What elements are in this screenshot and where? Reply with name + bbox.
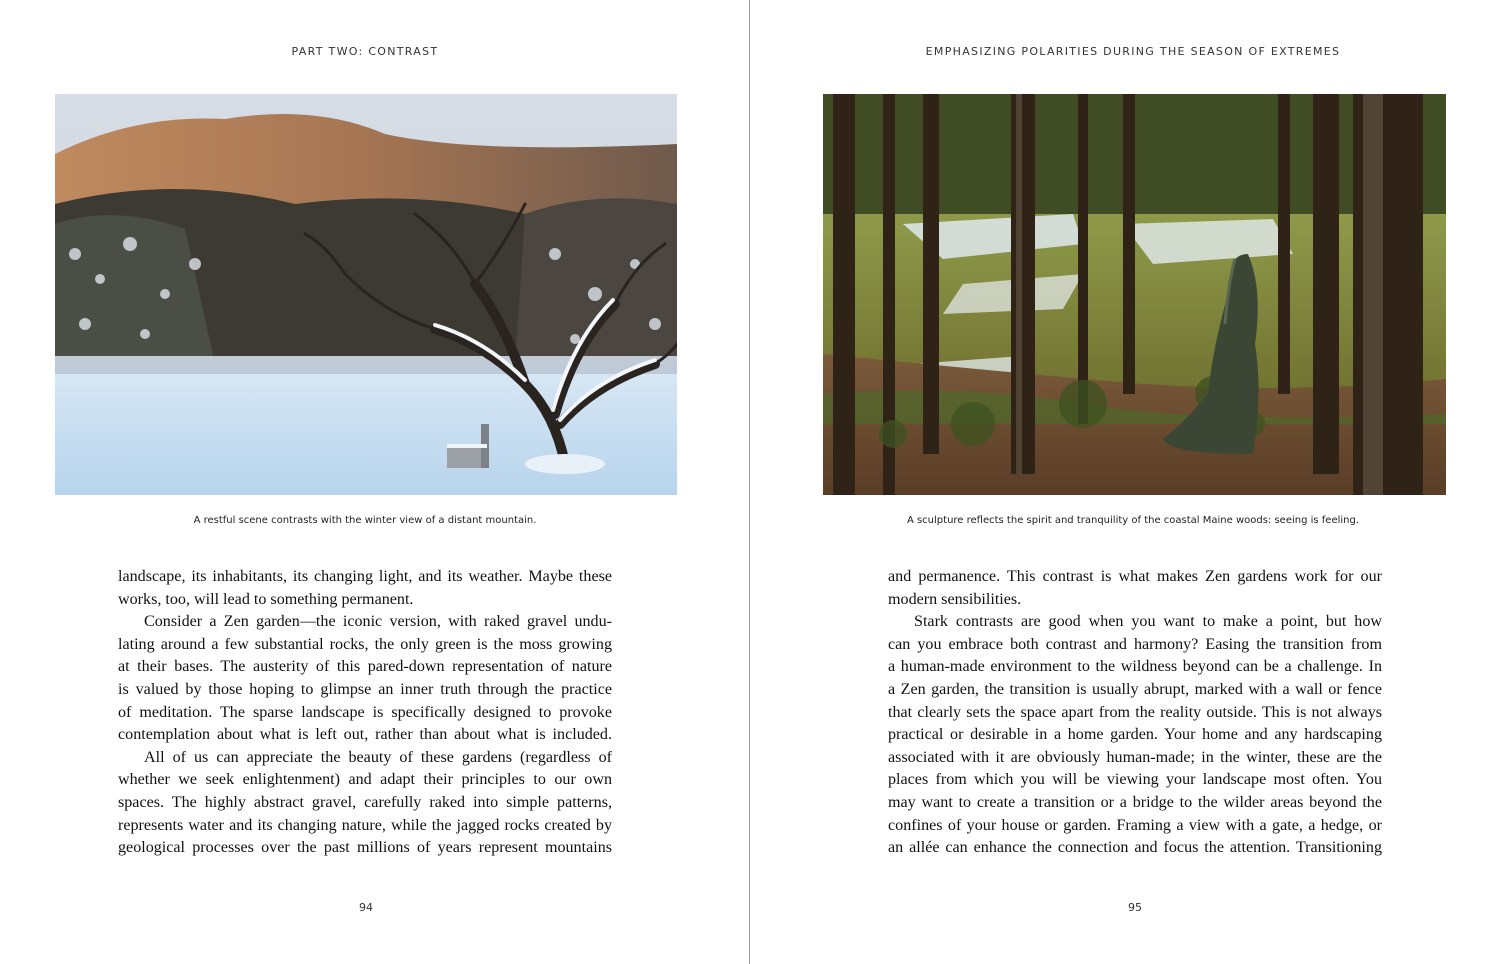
text-line: works, too, will lead to something permanent. <box>118 590 414 608</box>
forest-sculpture-photo <box>823 94 1446 495</box>
text-line: places from which you will be viewing your landscape most often. You <box>888 771 1382 789</box>
right-page-number: 95 <box>1128 901 1142 914</box>
left-page-number: 94 <box>359 901 373 914</box>
text-line: a Zen garden, the transition is usually abrupt, marked with a wall or fence <box>888 680 1382 698</box>
text-line: confines of your house or garden. Framing a view with a gate, a hedge, or <box>888 816 1382 834</box>
text-line: landscape, its inhabitants, its changing light, and its weather. Maybe these <box>118 568 612 585</box>
right-caption: A sculpture reflects the spirit and tranquility of the coastal Maine woods: seeing is feeling. <box>906 515 1360 526</box>
text-line: modern sensibilities. <box>888 590 1022 608</box>
right-body-text <box>888 566 1382 860</box>
text-line: geological processes over the past millions of years represent mountains <box>118 839 612 857</box>
text-line: and permanence. This contrast is what makes Zen gardens work for our <box>888 568 1382 585</box>
right-running-head: EMPHASIZING POLARITIES DURING THE SEASON OF EXTREMES <box>925 45 1341 58</box>
right-page <box>750 0 1500 964</box>
text-line: may want to create a transition or a bridge to the wilder areas beyond the <box>888 793 1382 811</box>
text-line: spaces. The highly abstract gravel, carefully raked into simple patterns, <box>118 793 612 811</box>
text-line: All of us can appreciate the beauty of these gardens (regardless of <box>144 748 612 766</box>
text-line: that clearly sets the space apart from the reality outside. This is not always <box>888 703 1382 721</box>
text-line: can you embrace both contrast and harmony? Easing the transition from <box>888 635 1382 653</box>
text-line: an allée can enhance the connection and focus the attention. Transitioning <box>888 839 1382 857</box>
text-line: Stark contrasts are good when you want to make a point, but how <box>914 613 1382 631</box>
left-caption: A restful scene contrasts with the winter view of a distant mountain. <box>193 515 537 526</box>
text-line: practical or desirable in a home garden. Your home and any hardscaping <box>888 726 1382 744</box>
text-line: a human-made environment to the wildness beyond can be a challenge. In <box>888 658 1382 676</box>
left-running-head: PART TWO: CONTRAST <box>291 45 439 58</box>
text-line: lating around a few substantial rocks, the only green is the moss growing <box>118 635 612 653</box>
left-page <box>0 0 749 964</box>
text-line: represents water and its changing nature, while the jagged rocks created by <box>118 816 612 834</box>
text-line: contemplation about what is left out, rather than about what is included. <box>118 726 612 744</box>
text-line: at their bases. The austerity of this pared-down representation of nature <box>118 658 612 676</box>
text-line: associated with it are obviously human-made; in the winter, these are the <box>888 748 1382 766</box>
text-line: is valued by those hoping to glimpse an inner truth through the practice <box>118 680 612 698</box>
left-body-text <box>118 566 612 860</box>
winter-tree-photo <box>55 94 677 495</box>
text-line: whether we seek enlightenment) and adapt their principles to our own <box>118 771 612 789</box>
text-line: Consider a Zen garden—the iconic version, with raked gravel undu- <box>144 613 612 631</box>
text-line: of meditation. The sparse landscape is specifically designed to provoke <box>118 703 612 721</box>
